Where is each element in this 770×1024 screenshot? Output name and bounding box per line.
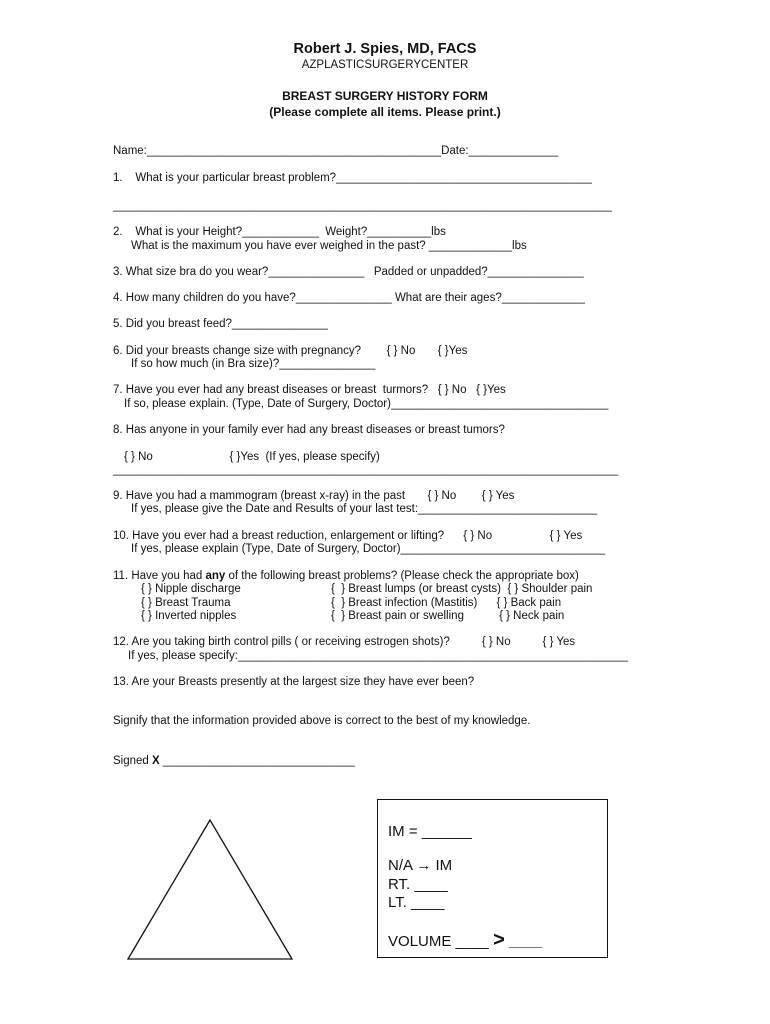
doctor-name: Robert J. Spies, MD, FACS bbox=[293, 41, 477, 57]
question-1[interactable]: 1. What is your particular breast problem?________________________________________ bbox=[113, 172, 592, 184]
question-2-height-weight[interactable]: 2. What is your Height?____________ Weight?__________lbs bbox=[113, 226, 446, 238]
rt-field[interactable]: RT. ____ bbox=[388, 876, 448, 893]
question-4[interactable]: 4. How many children do you have?_______________ What are their ages?_____________ bbox=[113, 292, 585, 304]
question-13: 13. Are your Breasts presently at the largest size they have ever been? bbox=[113, 676, 475, 688]
question-3[interactable]: 3. What size bra do you wear?_______________ Padded or unpadded?_______________ bbox=[113, 266, 584, 278]
question-11-pre: 11. Have you had bbox=[113, 570, 206, 582]
form-instructions: (Please complete all items. Please print.) bbox=[269, 105, 501, 119]
signed-line[interactable]: ______________________________ bbox=[159, 755, 355, 767]
question-8: 8. Has anyone in your family ever had any breast diseases or breast tumors? bbox=[113, 424, 505, 436]
signature-field[interactable] bbox=[113, 756, 355, 768]
question-8-options[interactable]: { } No { }Yes (If yes, please specify) bbox=[124, 451, 380, 463]
question-10-explain[interactable]: If yes, please explain (Type, Date of Surgery, Doctor)________________________________ bbox=[131, 543, 606, 555]
lt-field[interactable]: LT. ____ bbox=[388, 894, 445, 911]
volume-line[interactable]: ____ bbox=[504, 933, 543, 950]
question-9-results[interactable]: If yes, please give the Date and Results of your last test:____________________________ bbox=[131, 503, 598, 515]
question-6[interactable]: 6. Did your breasts change size with pregnancy? { } No { }Yes bbox=[113, 345, 468, 357]
volume-label: VOLUME ____ bbox=[388, 933, 494, 950]
question-11-bold: any bbox=[205, 570, 226, 582]
na-im-field: N/A → IM bbox=[388, 857, 453, 874]
form-title: BREAST SURGERY HISTORY FORM bbox=[282, 89, 488, 103]
question-12-specify[interactable]: If yes, please specify:_____________________________________________________________ bbox=[128, 650, 629, 662]
question-11 bbox=[113, 571, 579, 583]
question-7-explain[interactable]: If so, please explain. (Type, Date of Surgery, Doctor)__________________________________ bbox=[124, 398, 609, 410]
measurement-box bbox=[377, 799, 608, 958]
question-9[interactable]: 9. Have you had a mammogram (breast x-ray) in the past { } No { } Yes bbox=[113, 490, 515, 502]
signature-statement: Signify that the information provided above is correct to the best of my knowledge. bbox=[113, 715, 531, 727]
volume-field[interactable] bbox=[388, 930, 542, 950]
signed-label: Signed bbox=[113, 755, 153, 767]
question-2-max-weight[interactable]: What is the maximum you have ever weighed in the past? _____________lbs bbox=[131, 240, 527, 252]
q11-nipple-discharge[interactable]: { } Nipple discharge bbox=[141, 583, 241, 595]
question-7[interactable]: 7. Have you ever had any breast diseases or breast turmors? { } No { }Yes bbox=[113, 384, 506, 396]
question-11-post: of the following breast problems? (Please check the appropriate box) bbox=[225, 570, 579, 582]
question-1-line[interactable]: ______________________________________________________________________________ bbox=[113, 200, 612, 212]
name-date-field[interactable]: Name:______________________________________________Date:______________ bbox=[113, 145, 559, 157]
question-6-bra-size[interactable]: If so how much (in Bra size)?_______________ bbox=[131, 358, 376, 370]
question-10[interactable]: 10. Have you ever had a breast reduction, enlargement or lifting? { } No { } Yes bbox=[113, 530, 583, 542]
q11-breast-infection-row[interactable]: { } Breast infection (Mastitis) { } Back pain bbox=[331, 597, 562, 609]
greater-than-sign: > bbox=[493, 929, 505, 951]
q11-breast-trauma[interactable]: { } Breast Trauma bbox=[141, 597, 231, 609]
question-12[interactable]: 12. Are you taking birth control pills ( or receiving estrogen shots)? { } No { } Yes bbox=[113, 636, 576, 648]
question-8-line[interactable]: _______________________________________________________________________________ bbox=[113, 464, 619, 476]
q11-breast-lumps-row[interactable]: { } Breast lumps (or breast cysts) { } Shoulder pain bbox=[331, 583, 593, 595]
center-name: AZPLASTICSURGERYCENTER bbox=[301, 59, 469, 71]
q11-inverted-nipples[interactable]: { } Inverted nipples bbox=[141, 610, 237, 622]
question-5[interactable]: 5. Did you breast feed?_______________ bbox=[113, 318, 328, 330]
im-field[interactable]: IM = ______ bbox=[388, 823, 472, 840]
signed-x-mark: X bbox=[152, 755, 160, 767]
q11-breast-pain-row[interactable]: { } Breast pain or swelling { } Neck pain bbox=[331, 610, 565, 622]
